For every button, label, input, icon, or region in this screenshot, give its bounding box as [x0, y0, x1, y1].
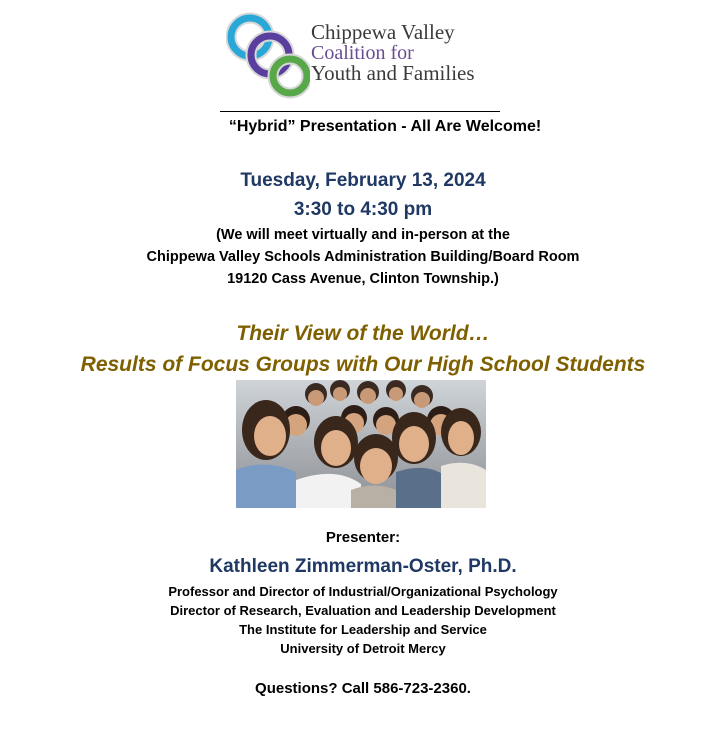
group-of-students-photo	[236, 380, 486, 508]
coalition-logo	[226, 12, 506, 104]
logo-text-line3: Youth and Families	[311, 61, 475, 85]
location-line3: 19120 Cass Avenue, Clinton Township.)	[227, 271, 499, 287]
event-headline: “Hybrid” Presentation - All Are Welcome!	[228, 118, 542, 135]
presenter-role: Director of Research, Evaluation and Leadership Development	[170, 603, 556, 618]
location-line2: Chippewa Valley Schools Administration Building/Board Room	[146, 249, 580, 265]
presenter-name: Kathleen Zimmerman-Oster, Ph.D.	[209, 556, 517, 577]
talk-title-line1: Their View of the World…	[236, 322, 490, 345]
logo-text-line1: Chippewa Valley	[311, 20, 455, 44]
event-time: 3:30 to 4:30 pm	[293, 199, 433, 220]
logo-text-line2: Coalition for	[311, 42, 414, 64]
presenter-role: Professor and Director of Industrial/Organizational Psychology	[168, 584, 558, 599]
event-date: Tuesday, February 13, 2024	[240, 170, 486, 191]
contact-questions: Questions? Call 586-723-2360.	[255, 680, 471, 697]
talk-title-line2: Results of Focus Groups with Our High School Students	[80, 353, 646, 376]
three-interlocking-rings-logo-icon	[226, 12, 310, 104]
location-line1: (We will meet virtually and in-person at the	[216, 227, 510, 243]
presenter-label: Presenter:	[325, 529, 401, 546]
presenter-role: University of Detroit Mercy	[280, 641, 446, 656]
divider	[220, 111, 500, 112]
presenter-role: The Institute for Leadership and Service	[239, 622, 487, 637]
